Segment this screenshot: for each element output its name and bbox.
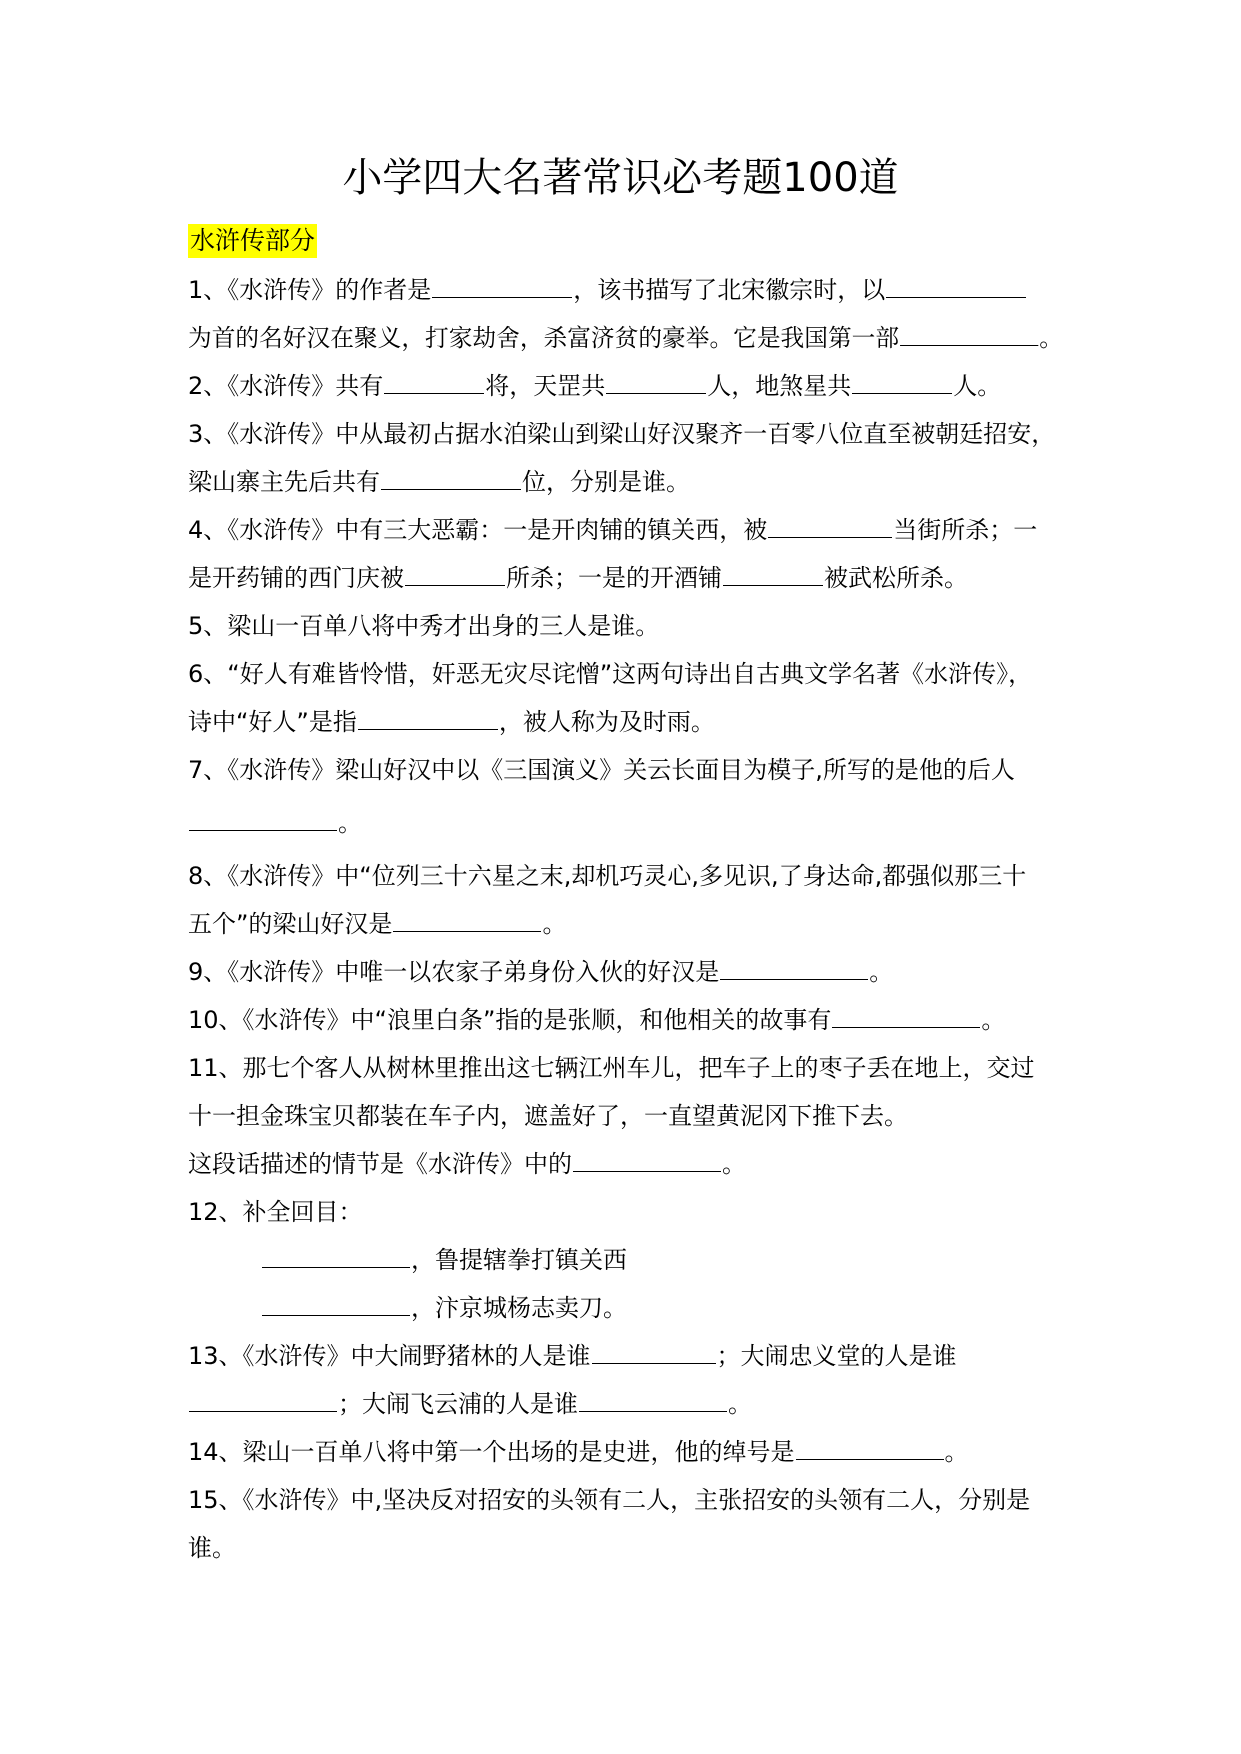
question-8 <box>188 852 1063 900</box>
question-text: 。 <box>869 958 894 986</box>
answer-blank <box>720 949 868 980</box>
question-12 <box>188 1188 1063 1236</box>
answer-blank <box>262 1237 410 1268</box>
answer-blank <box>852 363 952 394</box>
question-text: 15、《水浒传》中,坚决反对招安的头领有二人，主张招安的头领有二人，分别是 <box>188 1486 1031 1514</box>
question-text: 13、《水浒传》中大闹野猪林的人是谁 <box>188 1342 591 1370</box>
answer-blank <box>393 901 541 932</box>
question-text: 。 <box>338 809 362 837</box>
question-3-cont <box>188 458 1063 506</box>
question-text: 将，天罡共 <box>485 372 606 400</box>
question-12-line-2 <box>188 1284 1063 1332</box>
question-text: 为首的名好汉在聚义，打家劫舍，杀富济贫的豪举。它是我国第一部 <box>188 324 900 352</box>
question-text: 10、《水浒传》中“浪里白条”指的是张顺，和他相关的故事有 <box>188 1006 832 1034</box>
question-7 <box>188 746 1063 794</box>
question-text: 谁。 <box>188 1534 236 1562</box>
answer-blank <box>432 267 572 298</box>
question-text: ，汴京城杨志卖刀。 <box>411 1294 627 1322</box>
question-text: 。 <box>1039 324 1063 352</box>
question-text: 被武松所杀。 <box>824 564 968 592</box>
question-8-cont <box>188 900 1063 948</box>
question-text: 人。 <box>953 372 1002 400</box>
answer-blank <box>384 363 484 394</box>
question-15-cont <box>188 1524 1063 1572</box>
question-text: ；大闹忠义堂的人是谁 <box>716 1342 957 1370</box>
question-text: 14、梁山一百单八将中第一个出场的是史进，他的绰号是 <box>188 1438 795 1466</box>
answer-blank <box>886 267 1026 298</box>
question-text: 1、《水浒传》的作者是 <box>188 276 432 304</box>
question-text: ，该书描写了北宋徽宗时，以 <box>573 276 886 304</box>
question-text: 5、梁山一百单八将中秀才出身的三人是谁。 <box>188 612 660 640</box>
question-5 <box>188 602 1063 650</box>
answer-blank <box>189 1381 337 1412</box>
question-text: 12、补全回目： <box>188 1198 363 1226</box>
question-text: 梁山寨主先后共有 <box>188 468 380 496</box>
question-13-cont <box>188 1380 1063 1428</box>
answer-blank <box>723 555 823 586</box>
question-text: ，被人称为及时雨。 <box>498 708 715 736</box>
question-9 <box>188 948 1063 996</box>
question-4-cont <box>188 554 1063 602</box>
question-6 <box>188 650 1063 698</box>
question-text: 3、《水浒传》中从最初占据水泊梁山到梁山好汉聚齐一百零八位直至被朝廷招安， <box>188 420 1056 448</box>
question-text: 诗中“好人”是指 <box>188 708 357 736</box>
question-text: 十一担金珠宝贝都装在车子内，遮盖好了，一直望黄泥冈下推下去。 <box>188 1102 908 1130</box>
answer-blank <box>579 1381 727 1412</box>
question-6-cont <box>188 698 1063 746</box>
question-14 <box>188 1428 1063 1476</box>
question-list <box>188 266 1063 1572</box>
question-text: 是开药铺的西门庆被 <box>188 564 404 592</box>
question-text: 7、《水浒传》梁山好汉中以《三国演义》关云长面目为模子,所写的是他的后人 <box>188 756 1015 784</box>
question-13 <box>188 1332 1063 1380</box>
section-heading-highlighted: 水浒传部分 <box>188 224 317 258</box>
question-text: 位，分别是谁。 <box>522 468 690 496</box>
question-3 <box>188 410 1063 458</box>
question-4 <box>188 506 1063 554</box>
question-1-cont <box>188 314 1063 362</box>
question-text: 6、“好人有难皆怜惜，奸恶无灾尽诧憎”这两句诗出自古典文学名著《水浒传》， <box>188 660 1033 688</box>
question-text: 这段话描述的情节是《水浒传》中的 <box>188 1150 572 1178</box>
question-2 <box>188 362 1063 410</box>
question-text: 8、《水浒传》中“位列三十六星之末,却机巧灵心,多见识,了身达命,都强似那三十 <box>188 862 1027 890</box>
answer-blank <box>768 507 892 538</box>
answer-blank <box>832 997 980 1028</box>
question-10 <box>188 996 1063 1044</box>
question-text: ；大闹飞云浦的人是谁 <box>338 1390 578 1418</box>
question-text: 2、《水浒传》共有 <box>188 372 384 400</box>
question-12-line-1 <box>188 1236 1063 1284</box>
question-15 <box>188 1476 1063 1524</box>
question-7-cont <box>188 799 1063 847</box>
question-11 <box>188 1044 1063 1092</box>
answer-blank <box>796 1429 944 1460</box>
answer-blank <box>573 1141 721 1172</box>
question-text: 当街所杀；一 <box>893 516 1038 544</box>
answer-blank <box>405 555 505 586</box>
question-1 <box>188 266 1063 314</box>
question-text: 4、《水浒传》中有三大恶霸：一是开肉铺的镇关西，被 <box>188 516 768 544</box>
question-text: ，鲁提辖拳打镇关西 <box>411 1246 627 1274</box>
question-text: 11、那七个客人从树林里推出这七辆江州车儿，把车子上的枣子丢在地上，交过 <box>188 1054 1035 1082</box>
question-text: 9、《水浒传》中唯一以农家子弟身份入伙的好汉是 <box>188 958 720 986</box>
question-11-cont <box>188 1092 1063 1140</box>
answer-blank <box>358 699 498 730</box>
answer-blank <box>900 315 1038 346</box>
page-title: 小学四大名著常识必考题100道 <box>342 155 899 201</box>
question-text: 。 <box>981 1006 1006 1034</box>
question-text: 所杀；一是的开酒铺 <box>506 564 722 592</box>
answer-blank <box>606 363 706 394</box>
question-text: 五个”的梁山好汉是 <box>188 910 393 938</box>
question-text: 人，地煞星共 <box>707 372 852 400</box>
answer-blank <box>262 1285 410 1316</box>
question-text: 。 <box>728 1390 752 1418</box>
question-text: 。 <box>722 1150 746 1178</box>
answer-blank <box>189 800 337 831</box>
answer-blank <box>381 459 521 490</box>
answer-blank <box>592 1333 716 1364</box>
question-text: 。 <box>542 910 567 938</box>
question-11-prompt <box>188 1140 1063 1188</box>
question-text: 。 <box>944 1438 969 1466</box>
